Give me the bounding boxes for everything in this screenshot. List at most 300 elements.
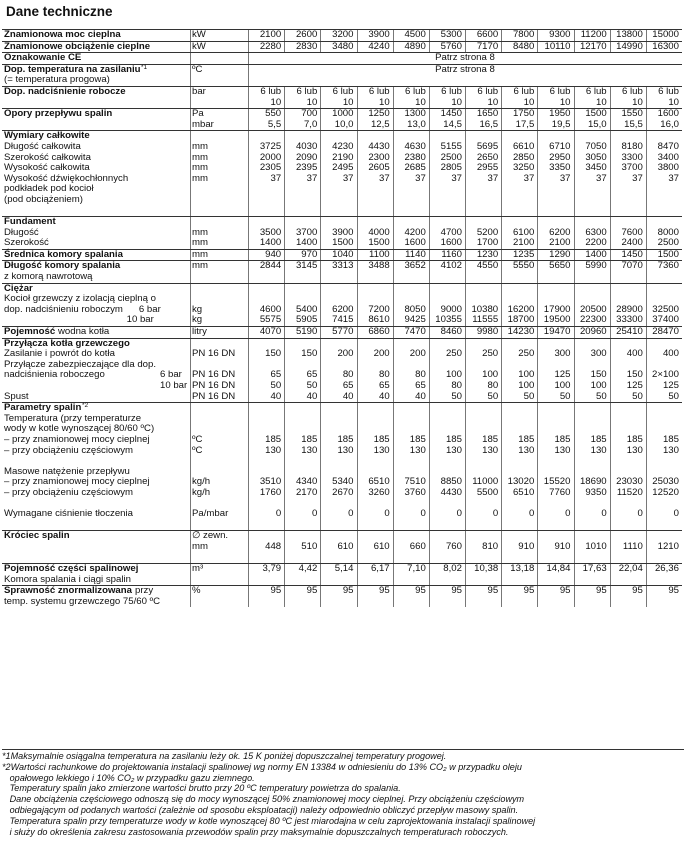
cell-value: 0 <box>673 508 679 520</box>
cell-value: 40 <box>415 390 426 402</box>
cell-value: 1760 <box>259 486 282 498</box>
row-unit: Pa/mbar <box>192 508 229 520</box>
cell-value: 65 <box>306 369 318 381</box>
row-label: Szerokość całkowita <box>4 151 91 163</box>
cell-value: 3200 <box>332 29 354 40</box>
cell-value: 19500 <box>543 314 571 326</box>
cell-value: 2300 <box>368 151 390 163</box>
cell-value: 10 <box>595 96 607 108</box>
row-value-span: Patrz strona 8 <box>435 63 495 75</box>
cell-value: 37 <box>668 172 679 184</box>
cell-value: 2100 <box>512 237 535 249</box>
page-title: Dane techniczne <box>6 4 113 19</box>
cell-value: 16300 <box>652 40 679 52</box>
cell-value: 5990 <box>585 260 607 272</box>
table-line <box>2 509 682 520</box>
row-label-footnote: *2 <box>82 402 89 410</box>
cell-value: 0 <box>528 508 535 520</box>
cell-value: 4030 <box>295 140 318 152</box>
cell-value: 1600 <box>657 108 679 120</box>
cell-value: 4102 <box>440 260 462 272</box>
cell-value: 130 <box>301 444 318 456</box>
cell-value: 95 <box>451 585 462 597</box>
row-unit: ºC <box>192 63 203 75</box>
row-label: Wymiary całkowite <box>4 130 90 142</box>
row-label-suffix: przy <box>135 585 154 597</box>
cell-value: 9000 <box>440 303 462 315</box>
table-line <box>2 184 682 195</box>
cell-value: 185 <box>662 433 679 445</box>
cell-value: 2380 <box>404 151 426 163</box>
cell-value: 8460 <box>440 326 462 338</box>
row-unit: kg <box>192 303 203 315</box>
cell-value: 10 <box>559 96 571 108</box>
cell-value: 185 <box>626 433 643 445</box>
cell-value: 4700 <box>440 226 462 238</box>
cell-value: 95 <box>342 585 354 597</box>
row-unit: litry <box>192 326 207 338</box>
cell-value: 0 <box>275 508 282 520</box>
row-label: Długość całkowita <box>4 140 81 152</box>
cell-value: 250 <box>482 348 499 360</box>
cell-value: 4430 <box>440 486 462 498</box>
cell-value: 19,5 <box>551 118 571 130</box>
table-line <box>2 272 682 283</box>
row-unit: ºC <box>192 433 203 445</box>
cell-value: 610 <box>337 540 354 552</box>
cell-value: 4550 <box>476 260 499 272</box>
table-line <box>2 53 682 64</box>
cell-value: 4070 <box>259 326 282 338</box>
cell-value: 185 <box>373 433 390 445</box>
cell-value: 6 lub <box>332 85 354 97</box>
table-section <box>2 338 682 403</box>
cell-value: 100 <box>518 380 535 391</box>
row-unit: Pa <box>192 108 204 120</box>
cell-value: 130 <box>337 444 354 456</box>
cell-value: 1300 <box>404 108 426 120</box>
cell-value: 4,42 <box>298 563 318 575</box>
row-label-pressure: 10 bar <box>160 380 188 391</box>
cell-value: 13800 <box>616 29 643 40</box>
cell-value: 11200 <box>580 29 607 40</box>
row-label: Dop. nadciśnienie robocze <box>4 85 126 97</box>
cell-value: 150 <box>590 369 607 381</box>
table-section <box>2 326 682 338</box>
cell-value: 1110 <box>622 540 643 552</box>
cell-value: 6 lub <box>549 85 571 97</box>
cell-value: 970 <box>301 248 318 260</box>
cell-value: 1400 <box>585 248 607 260</box>
cell-value: 7070 <box>621 260 643 272</box>
cell-value: 13,0 <box>407 118 426 130</box>
row-label: Wysokość dźwiękochłonnych <box>4 172 129 184</box>
cell-value: 2670 <box>332 486 354 498</box>
cell-value: 23030 <box>616 476 643 488</box>
cell-value: 3725 <box>259 140 282 152</box>
cell-value: 6100 <box>512 226 535 238</box>
cell-value: 80 <box>487 380 499 391</box>
row-label: Wysokość całkowita <box>4 162 90 174</box>
row-unit: ºC <box>192 444 203 456</box>
cell-value: 130 <box>409 444 426 456</box>
cell-value: 5,5 <box>267 118 282 130</box>
table-section <box>2 249 682 261</box>
cell-value: 2200 <box>585 237 607 249</box>
row-value-span: Patrz strona 8 <box>435 52 495 64</box>
row-label: Dop. temperatura na zasilaniu <box>4 63 141 75</box>
footnote-line: Dane obciążenia częściowego odnoszą się do mocy wynoszącej 50% znamionowej mocy cieplnej. Przy obciążeniu częściowym <box>2 794 525 805</box>
cell-value: 10 <box>451 96 462 108</box>
cell-value: 6 lub <box>260 85 282 97</box>
cell-value: 200 <box>373 348 390 360</box>
cell-value: 6 lub <box>585 85 607 97</box>
cell-value: 95 <box>415 585 426 597</box>
cell-value: 3450 <box>585 162 607 174</box>
cell-value: 1235 <box>512 248 535 260</box>
cell-value: 0 <box>601 508 607 520</box>
cell-value: 40 <box>342 390 354 402</box>
cell-value: 3760 <box>404 486 426 498</box>
cell-value: 12520 <box>652 486 679 498</box>
cell-value: 9980 <box>476 326 499 338</box>
cell-value: 20960 <box>579 326 607 338</box>
cell-value: 1000 <box>332 108 354 120</box>
row-unit: mm <box>192 237 208 249</box>
cell-value: 80 <box>342 369 354 381</box>
table-line <box>2 553 682 564</box>
row-label: temp. systemu grzewczego 75/60 ºC <box>4 595 161 607</box>
table-section <box>2 402 682 530</box>
cell-value: 0 <box>420 508 426 520</box>
cell-value: 7800 <box>512 29 535 40</box>
row-label: nadciśnienia roboczego <box>4 369 105 381</box>
table-line <box>2 250 682 261</box>
row-unit: mm <box>192 248 208 260</box>
cell-value: 12,5 <box>370 118 390 130</box>
cell-value: 4000 <box>368 226 390 238</box>
cell-value: 95 <box>632 585 643 597</box>
cell-value: 33300 <box>616 314 643 326</box>
footnote-line: opałowego lekkiego i 10% CO₂ w przypadku gazu ziemnego. <box>2 772 255 783</box>
row-label: Ciężar <box>4 282 33 294</box>
cell-value: 7510 <box>404 476 426 488</box>
cell-value: 8470 <box>657 140 679 152</box>
cell-value: 7,10 <box>407 563 426 575</box>
cell-value: 6610 <box>512 140 535 152</box>
cell-value: 37 <box>632 172 643 184</box>
row-label: Oznakowanie CE <box>4 52 82 64</box>
cell-value: 9425 <box>404 314 426 326</box>
cell-value: 1250 <box>368 108 390 120</box>
row-label: dop. nadciśnieniu roboczym 6 bar <box>4 303 161 315</box>
technical-data-table <box>2 29 682 607</box>
cell-value: 3500 <box>259 226 282 238</box>
cell-value: 15,0 <box>587 118 607 130</box>
cell-value: 8000 <box>657 226 679 238</box>
table-line <box>2 142 682 153</box>
cell-value: 14,84 <box>546 563 571 575</box>
row-unit: kg <box>192 314 203 326</box>
cell-value: 2844 <box>259 260 282 272</box>
cell-value: 28470 <box>652 326 679 338</box>
cell-value: 9350 <box>585 486 607 498</box>
cell-value: 10 <box>523 96 535 108</box>
cell-value: 2×100 <box>652 369 679 381</box>
table-line <box>2 381 682 392</box>
cell-value: 11555 <box>472 314 499 326</box>
cell-value: 4240 <box>368 40 390 52</box>
row-unit: kW <box>192 40 206 52</box>
cell-value: 4630 <box>404 140 426 152</box>
cell-value: 17,5 <box>515 118 535 130</box>
row-label: – przy obciążeniu częściowym <box>4 486 134 498</box>
table-line <box>2 392 682 403</box>
footnote-line: i służy do określenia zakresu zastosowania przewodów spalin przy maksymalnie dopuszczalnych temperaturach roboczych. <box>2 826 509 837</box>
cell-value: 14990 <box>616 40 643 52</box>
cell-value: 95 <box>487 585 499 597</box>
cell-value: 185 <box>337 433 354 445</box>
row-unit: mbar <box>192 118 214 130</box>
row-label: – przy obciążeniu częściowym <box>4 444 134 456</box>
cell-value: 14230 <box>507 326 535 338</box>
cell-value: 10 <box>378 96 390 108</box>
table-section <box>2 216 682 249</box>
row-label: wody w kotle wynoszącej 80/60 ºC) <box>4 423 155 435</box>
cell-value: 10 <box>487 96 499 108</box>
cell-value: 0 <box>311 508 318 520</box>
cell-value: 37 <box>451 172 462 184</box>
cell-value: 6600 <box>476 29 499 40</box>
cell-value: 130 <box>518 444 535 456</box>
cell-value: 6200 <box>332 303 354 315</box>
cell-value: 0 <box>348 508 354 520</box>
table-line <box>2 520 682 531</box>
cell-value: 185 <box>445 433 462 445</box>
cell-value: 2280 <box>259 40 282 52</box>
footnote-line: Temperatura spalin przy temperaturze wody w kotle wynoszącej 80 ºC jest miarodajna w celu zaprojektowania instalacji spalinowej <box>2 815 536 826</box>
cell-value: 185 <box>518 433 535 445</box>
cell-value: 3700 <box>621 162 643 174</box>
cell-value: 150 <box>626 369 643 381</box>
cell-value: 3145 <box>295 260 318 272</box>
cell-value: 6 lub <box>296 85 318 97</box>
cell-value: 25030 <box>652 476 679 488</box>
table-section <box>2 29 682 41</box>
row-label: Wymagane ciśnienie tłoczenia <box>4 508 133 520</box>
cell-value: 65 <box>415 380 426 391</box>
cell-value: 8610 <box>368 314 390 326</box>
cell-value: 16200 <box>507 303 535 315</box>
table-section <box>2 585 682 607</box>
cell-value: 3900 <box>368 29 390 40</box>
cell-value: 2850 <box>512 151 535 163</box>
cell-value: 50 <box>523 390 535 402</box>
cell-value: 28900 <box>616 303 643 315</box>
cell-value: 810 <box>482 540 499 552</box>
cell-value: 0 <box>456 508 462 520</box>
cell-value: 5650 <box>549 260 571 272</box>
cell-value: 7360 <box>657 260 679 272</box>
cell-value: 1600 <box>404 237 426 249</box>
cell-value: 37 <box>415 172 426 184</box>
row-unit: kg/h <box>192 486 211 498</box>
cell-value: 1400 <box>295 237 318 249</box>
cell-value: 95 <box>270 585 282 597</box>
cell-value: 185 <box>409 433 426 445</box>
table-section <box>2 41 682 53</box>
cell-value: 3700 <box>295 226 318 238</box>
cell-value: 2955 <box>476 162 499 174</box>
table-line <box>2 542 682 553</box>
cell-value: 2100 <box>549 237 571 249</box>
cell-value: 185 <box>301 433 318 445</box>
cell-value: 7415 <box>332 314 354 326</box>
cell-value: 37 <box>270 172 282 184</box>
cell-value: 10 <box>342 96 354 108</box>
cell-value: 2805 <box>440 162 462 174</box>
cell-value: 50 <box>559 390 571 402</box>
cell-value: 1400 <box>259 237 282 249</box>
cell-value: 2100 <box>259 29 282 40</box>
cell-value: 95 <box>306 585 318 597</box>
cell-value: 760 <box>445 540 462 552</box>
cell-value: 1750 <box>512 108 535 120</box>
cell-value: 185 <box>265 433 282 445</box>
cell-value: 3900 <box>332 226 354 238</box>
cell-value: 185 <box>554 433 571 445</box>
cell-value: 8050 <box>404 303 426 315</box>
cell-value: 8180 <box>621 140 643 152</box>
cell-value: 2650 <box>476 151 499 163</box>
cell-value: 80 <box>415 369 426 381</box>
row-label: Zasilanie i powrót do kotła <box>4 348 115 360</box>
row-label-footnote: *1 <box>141 63 148 71</box>
cell-value: 13,18 <box>510 563 535 575</box>
cell-value: 50 <box>632 390 643 402</box>
table-line <box>2 435 682 446</box>
cell-value: 130 <box>590 444 607 456</box>
cell-value: 7,0 <box>303 118 318 130</box>
cell-value: 4500 <box>404 29 426 40</box>
cell-value: 7600 <box>621 226 643 238</box>
cell-value: 5905 <box>295 314 318 326</box>
cell-value: 26,36 <box>654 563 679 575</box>
table-line <box>2 87 682 98</box>
cell-value: 3313 <box>332 260 354 272</box>
cell-value: 7760 <box>549 486 571 498</box>
cell-value: 3652 <box>404 260 426 272</box>
cell-value: 0 <box>492 508 499 520</box>
cell-value: 400 <box>662 348 679 360</box>
row-label: Sprawność znormalizowana <box>4 585 132 597</box>
cell-value: 37 <box>487 172 499 184</box>
table-section <box>2 563 682 585</box>
row-unit: mm <box>192 151 208 163</box>
cell-value: 6510 <box>512 486 535 498</box>
cell-value: 2495 <box>332 162 354 174</box>
cell-value: 510 <box>301 540 318 552</box>
cell-value: 1040 <box>332 248 354 260</box>
cell-value: 8480 <box>512 40 535 52</box>
row-unit: mm <box>192 140 208 152</box>
cell-value: 5575 <box>259 314 282 326</box>
cell-value: 200 <box>409 348 426 360</box>
row-unit: kW <box>192 29 206 40</box>
cell-value: 125 <box>626 380 643 391</box>
cell-value: 6 lub <box>405 85 426 97</box>
cell-value: 2685 <box>404 162 426 174</box>
cell-value: 125 <box>554 369 571 381</box>
cell-value: 1290 <box>549 248 571 260</box>
cell-value: 0 <box>384 508 390 520</box>
cell-value: 5400 <box>295 303 318 315</box>
cell-value: 7170 <box>476 40 499 52</box>
row-label: Szerokość <box>4 237 49 249</box>
cell-value: 910 <box>518 540 535 552</box>
table-line <box>2 597 682 608</box>
table-line <box>2 30 682 41</box>
row-label: Średnica komory spalania <box>4 248 123 260</box>
cell-value: 1650 <box>476 108 499 120</box>
cell-value: 95 <box>523 585 535 597</box>
cell-value: 65 <box>378 380 390 391</box>
table-section <box>2 52 682 64</box>
table-line <box>2 42 682 53</box>
cell-value: 2305 <box>259 162 282 174</box>
footnote-line: *2Wartości rachunkowe do projektowania instalacji spalinowej wg normy EN 13384 w odniesieniu do 13% CO₂ w przypadku oleju <box>2 761 522 772</box>
row-label: Kocioł grzewczy z izolacją cieplną o <box>4 293 156 305</box>
cell-value: 185 <box>590 433 607 445</box>
cell-value: 6 lub <box>658 85 679 97</box>
cell-value: 10,38 <box>474 563 499 575</box>
cell-value: 50 <box>270 380 282 391</box>
cell-value: 5300 <box>440 29 462 40</box>
cell-value: 3300 <box>621 151 643 163</box>
table-line <box>2 315 682 326</box>
cell-value: 11520 <box>616 486 643 498</box>
row-label: Temperatura (przy temperaturze <box>4 412 142 424</box>
row-unit: PN 16 DN <box>192 369 236 381</box>
row-label: 10 bar <box>4 314 154 326</box>
table-section <box>2 530 682 563</box>
row-label: Spust <box>4 390 29 402</box>
table-section <box>2 86 682 108</box>
cell-value: 3250 <box>512 162 535 174</box>
cell-value: 4600 <box>259 303 282 315</box>
table-line <box>2 195 682 206</box>
cell-value: 6300 <box>585 226 607 238</box>
cell-value: 50 <box>668 390 679 402</box>
table-line <box>2 488 682 499</box>
cell-value: 10110 <box>544 40 571 52</box>
row-label: Znamionowe obciążenie cieplne <box>4 40 151 52</box>
row-label: z komorą nawrotową <box>4 271 93 283</box>
cell-value: 8,02 <box>443 563 462 575</box>
table-line <box>2 75 682 86</box>
cell-value: 37 <box>595 172 607 184</box>
cell-value: 6200 <box>549 226 571 238</box>
cell-value: 22300 <box>579 314 607 326</box>
cell-value: 130 <box>482 444 499 456</box>
cell-value: 40 <box>306 390 318 402</box>
row-label: Długość komory spalania <box>4 260 121 272</box>
cell-value: 37 <box>559 172 571 184</box>
cell-value: 130 <box>662 444 679 456</box>
cell-value: 660 <box>409 540 426 552</box>
cell-value: 3050 <box>585 151 607 163</box>
cell-value: 5190 <box>295 326 318 338</box>
